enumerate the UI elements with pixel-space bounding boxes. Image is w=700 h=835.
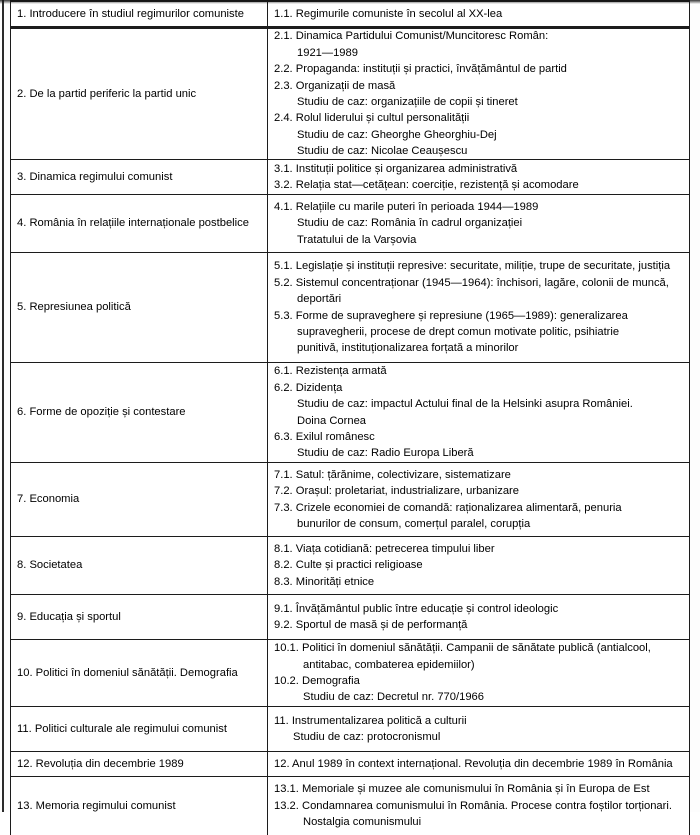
subtopic-line: Nostalgia comunismului (303, 816, 422, 829)
subtopic-line: 5.1. Legislație și instituții represive: securitate, miliție, trupe de securitate, justiția (274, 260, 671, 273)
table-row (11, 363, 689, 463)
subtopic-line: 10.2. Demografia (274, 675, 360, 687)
topic-label: 11. Politici culturale ale regimului comunist (17, 722, 227, 735)
subtopic-line: 9.1. Învățământul public între educație și control ideologic (274, 602, 559, 615)
table-row (11, 195, 689, 253)
curriculum-table (10, 0, 690, 835)
subtopics-cell (268, 29, 689, 159)
subtopics-cell (268, 253, 689, 362)
subtopic-line: 2.3. Organizații de masă (274, 79, 396, 92)
subtopic-line: Studiu de caz: România în cadrul organizației (297, 217, 523, 230)
topic-cell (11, 537, 268, 594)
subtopic-line: Doina Cornea (297, 414, 367, 427)
topic-label: 2. De la partid periferic la partid unic (17, 87, 197, 100)
topic-cell (11, 777, 268, 835)
topic-label: 12. Revoluția din decembrie 1989 (17, 757, 184, 770)
subtopic-line: Studiu de caz: organizațiile de copii și tineret (297, 96, 518, 108)
subtopic-line: 1921—1989 (297, 46, 358, 59)
subtopic-line: 5.3. Forme de supraveghere și represiune (1965—1989): generalizarea (274, 309, 628, 322)
table-row (11, 2, 689, 29)
subtopic-line: 6.1. Rezistența armată (274, 365, 387, 378)
subtopic-line: 1.1. Regimurile comuniste în secolul al XX-lea (274, 7, 503, 20)
topic-label: 9. Educația și sportul (17, 610, 121, 623)
subtopic-line: Studiu de caz: Decretul nr. 770/1966 (303, 691, 484, 704)
subtopics-cell (268, 707, 689, 751)
subtopic-line: 2.4. Rolul liderului și cultul personalității (274, 112, 470, 125)
subtopic-line: Studiu de caz: Gheorghe Gheorghiu-Dej (297, 128, 497, 141)
topic-label: 10. Politici în domeniul sănătății. Demografia (17, 666, 238, 679)
subtopic-line: 12. Anul 1989 în context internațional. Revoluția din decembrie 1989 în România (274, 757, 673, 770)
subtopic-line: 9.2. Sportul de masă și de performanță (274, 619, 468, 631)
topic-cell (11, 253, 268, 362)
table-row (11, 463, 689, 537)
topic-label: 3. Dinamica regimului comunist (17, 170, 173, 183)
subtopic-line: supravegherii, procese de drept comun motivate politic, psihiatrie (297, 325, 620, 338)
topic-cell (11, 2, 268, 26)
table-row (11, 253, 689, 363)
cropped-outer-table-border (2, 0, 4, 812)
subtopic-line: 13.1. Memoriale și muzee ale comunismului în România și în Europa de Est (274, 783, 650, 796)
subtopics-cell (268, 777, 689, 835)
topic-label: 8. Societatea (17, 559, 83, 572)
topic-cell (11, 595, 268, 639)
subtopics-cell (268, 363, 689, 462)
table-row (11, 640, 689, 707)
subtopic-line: Studiu de caz: impactul Actului final de la Helsinki asupra României. (297, 398, 633, 411)
subtopic-line: 2.2. Propaganda: instituții și practici, învățământul de partid (274, 63, 567, 76)
subtopic-line: 7.3. Crizele economiei de comandă: raționalizarea alimentară, penuria (274, 501, 622, 514)
subtopic-line: 3.2. Relația stat—cetățean: coerciție, rezistență și acomodare (274, 179, 579, 191)
table-row (11, 707, 689, 752)
topic-label: 4. România în relațiile internaționale postbelice (17, 217, 249, 230)
table-row (11, 595, 689, 640)
subtopic-line: 5.2. Sistemul concentraționar (1945—1964): închisori, lagăre, colonii de muncă, (274, 276, 669, 289)
subtopics-cell (268, 537, 689, 594)
subtopic-line: 6.2. Dizidența (274, 381, 343, 394)
topic-label: 1. Introducere în studiul regimurilor comuniste (17, 7, 244, 20)
topic-cell (11, 195, 268, 252)
subtopic-line: 13.2. Condamnarea comunismului în România. Procese contra foștilor torționari. (274, 799, 672, 812)
subtopics-cell (268, 752, 689, 776)
subtopic-line: Tratatului de la Varșovia (297, 233, 417, 246)
subtopics-cell (268, 195, 689, 252)
topic-label: 5. Represiunea politică (17, 301, 131, 314)
table-row (11, 160, 689, 195)
subtopics-cell (268, 2, 689, 26)
subtopics-cell (268, 463, 689, 536)
table-row (11, 29, 689, 160)
topic-cell (11, 29, 268, 159)
subtopic-line: bunurilor de consum, comerțul paralel, corupția (297, 517, 531, 530)
topic-cell (11, 463, 268, 536)
subtopic-line: Studiu de caz: Nicolae Ceaușescu (297, 145, 468, 158)
table-row (11, 537, 689, 595)
subtopics-cell (268, 160, 689, 194)
topic-label: 6. Forme de opoziție și contestare (17, 406, 186, 419)
subtopic-line: 2.1. Dinamica Partidului Comunist/Muncitoresc Român: (274, 30, 549, 43)
subtopic-line: 4.1. Relațiile cu marile puteri în perioada 1944—1989 (274, 200, 539, 213)
topic-cell (11, 640, 268, 706)
subtopics-cell (268, 640, 689, 706)
subtopic-line: 3.1. Instituții politice și organizarea administrativă (274, 162, 518, 175)
topic-label: 7. Economia (17, 493, 80, 506)
subtopic-line: 7.1. Satul: țărănime, colectivizare, sistematizare (274, 468, 511, 481)
subtopics-cell (268, 595, 689, 639)
subtopic-line: deportări (297, 293, 342, 306)
subtopic-line: 6.3. Exilul românesc (274, 430, 375, 443)
topic-cell (11, 752, 268, 776)
subtopic-line: 10.1. Politici în domeniul sănătății. Campanii de sănătate publică (antialcool, (274, 642, 651, 655)
subtopic-line: 8.1. Viața cotidiană: petrecerea timpului liber (274, 542, 495, 555)
table-row (11, 752, 689, 777)
subtopic-line: punitivă, instituționalizarea forțată a minorilor (297, 342, 519, 355)
subtopic-line: 7.2. Orașul: proletariat, industrializare, urbanizare (274, 485, 519, 498)
subtopic-line: Studiu de caz: protocronismul (293, 731, 441, 743)
subtopic-line: 8.3. Minorități etnice (274, 575, 375, 588)
subtopic-line: Studiu de caz: Radio Europa Liberă (297, 447, 474, 460)
subtopic-line: antitabac, combaterea epidemiilor) (303, 658, 475, 671)
subtopic-line: 11. Instrumentalizarea politică a culturii (274, 714, 467, 727)
subtopic-line: 8.2. Culte și practici religioase (274, 559, 423, 572)
topic-cell (11, 707, 268, 751)
topic-cell (11, 363, 268, 462)
topic-label: 13. Memoria regimului comunist (17, 799, 176, 812)
topic-cell (11, 160, 268, 194)
table-row (11, 777, 689, 835)
